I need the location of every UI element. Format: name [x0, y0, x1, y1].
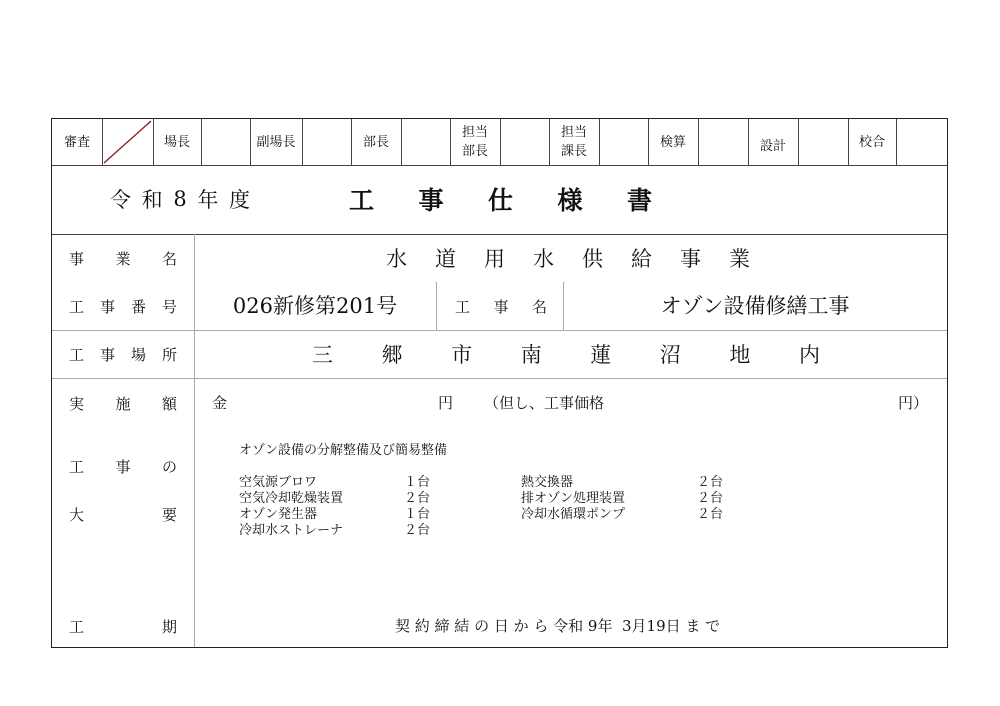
value-koki: 契 約 締 結 の 日 か ら 令和 9年 3月19日 ま で [395, 617, 721, 635]
label-taiyo-2: 大 要 [69, 505, 177, 524]
list-item: 熱交換器 ２台 [521, 475, 724, 490]
label-koji-mei: 工 事 名 [455, 297, 547, 316]
approval-bucho: 部長 [362, 134, 389, 150]
list-item: 排オゾン処理装置 ２台 [521, 491, 724, 506]
label-koji-bango: 工 事 番 号 [69, 297, 177, 316]
label-jisshi-gaku: 実 施 額 [69, 394, 177, 413]
amount-yen-close: 円） [898, 394, 929, 412]
value-jigyo-mei: 水 道 用 水 供 給 事 業 [386, 247, 750, 271]
amount-kin: 金 [212, 394, 228, 412]
value-koji-basho: 三 郷 市 南 蓮 沼 地 内 [312, 343, 820, 367]
list-item: 空気源ブロワ １台 [239, 475, 431, 490]
label-koki: 工 期 [69, 617, 177, 636]
approval-kogo: 校合 [858, 134, 885, 150]
list-item: オゾン発生器 １台 [239, 507, 431, 522]
list-item: 空気冷却乾燥装置 ２台 [239, 491, 431, 506]
list-item: 冷却水循環ポンプ ２台 [521, 507, 724, 522]
approval-fukujocho: 副場長 [256, 134, 296, 150]
label-taiyo-1: 工 事 の [69, 457, 177, 476]
divider [52, 165, 947, 166]
slash-mark [102, 119, 153, 165]
approval-tanto-kacho: 担当 課長 [560, 125, 587, 159]
fiscal-year: 令 和 8 年 度 [110, 187, 250, 212]
list-item: 冷却水ストレーナ ２台 [239, 523, 431, 538]
label-koji-basho: 工 事 場 所 [69, 345, 177, 364]
approval-sekkei: 設計 [759, 138, 786, 154]
amount-tadashi: （但し、工事価格 [484, 394, 605, 412]
document-title: 工 事 仕 様 書 [349, 186, 652, 215]
approval-shinsa: 審査 [63, 134, 90, 150]
label-jigyo-mei: 事 業 名 [69, 249, 177, 268]
approval-tanto-bucho: 担当 部長 [461, 125, 488, 159]
approval-kensan: 検算 [659, 134, 686, 150]
value-koji-bango: 026新修第201号 [232, 293, 398, 318]
outline-heading: オゾン設備の分解整備及び簡易整備 [239, 443, 448, 458]
outline-left-list [239, 475, 459, 539]
approval-jocho: 場長 [163, 134, 190, 150]
outline-right-list [521, 475, 741, 523]
amount-yen: 円 [438, 394, 454, 412]
specification-form [51, 118, 948, 648]
value-koji-mei: オゾン設備修繕工事 [660, 293, 850, 318]
